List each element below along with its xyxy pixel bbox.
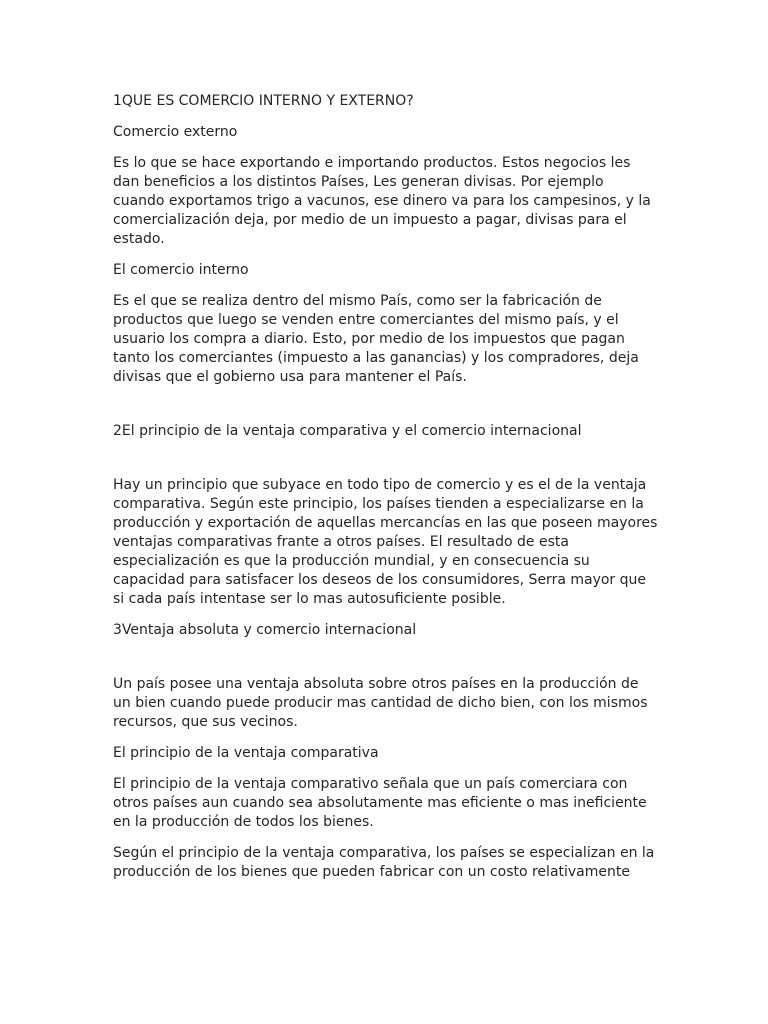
internal-trade-heading: El comercio interno: [113, 262, 249, 278]
internal-trade-paragraph: Es el que se realiza dentro del mismo País, como ser la fabricación de productos que luego se venden entre comerciantes del mismo país, y el usuario los compra a diario. Esto, por medio de los impuestos que pagan tanto los comerciantes (impuesto a las ganancias) y los compradores, deja divisas que el gobierno usa para mantener el País.: [113, 293, 639, 385]
question-2-paragraph: Hay un principio que subyace en todo tipo de comercio y es el de la ventaja comparativa. Según este principio, los países tienden a especializarse en la producción y exportación de aquellas mercancías en las que poseen mayores ventajas comparativas frante a otros países. El resultado de esta especialización es que la producción mundial, y en consecuencia su capacidad para satisfacer los deseos de los consumidores, Serra mayor que si cada país intentase ser lo mas autosuficiente posible.: [113, 477, 658, 607]
comparative-advantage-paragraph: El principio de la ventaja comparativo señala que un país comerciara con otros países aun cuando sea absolutamente mas eficiente o mas ineficiente en la producción de todos los bienes.: [113, 776, 647, 830]
external-trade-paragraph: Es lo que se hace exportando e importando productos. Estos negocios les dan beneficios a los distintos Países, Les generan divisas. Por ejemplo cuando exportamos trigo a vacunos, ese dinero va para los campesinos, y la comercialización deja, por medio de un impuesto a pagar, divisas para el estado.: [113, 155, 651, 247]
external-trade-heading: Comercio externo: [113, 124, 238, 140]
question-3-paragraph: Un país posee una ventaja absoluta sobre otros países en la producción de un bien cuando puede producir mas cantidad de dicho bien, con los mismos recursos, que sus vecinos.: [113, 676, 648, 730]
question-2-heading: 2El principio de la ventaja comparativa y el comercio internacional: [113, 423, 582, 439]
question-1-heading: 1QUE ES COMERCIO INTERNO Y EXTERNO?: [113, 93, 414, 109]
comparative-advantage-heading: El principio de la ventaja comparativa: [113, 745, 379, 761]
question-3-heading: 3Ventaja absoluta y comercio internacional: [113, 622, 417, 638]
document-body: [113, 92, 658, 894]
final-paragraph: Según el principio de la ventaja comparativa, los países se especializan en la producción de los bienes que pueden fabricar con un costo relativamente: [113, 845, 655, 880]
